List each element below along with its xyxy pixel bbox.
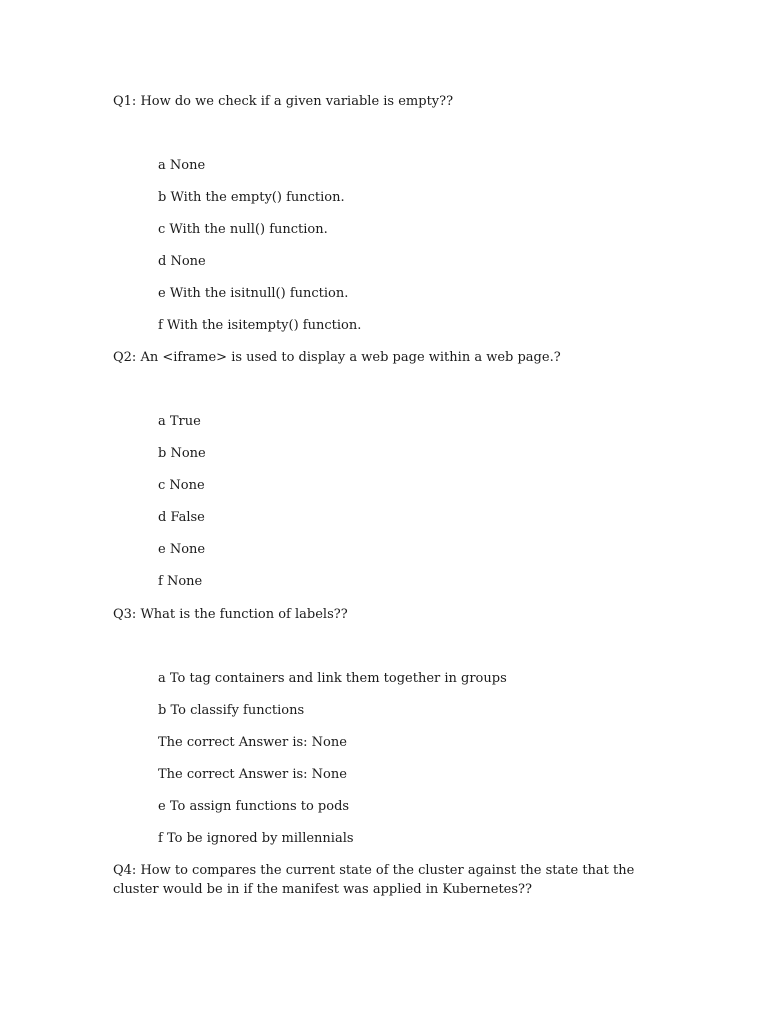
q1-option-a: a None — [158, 158, 206, 173]
q2-option-d: d False — [158, 510, 205, 525]
q1-option-f: f With the isitempty() function. — [158, 318, 362, 333]
q3-option-f: f To be ignored by millennials — [158, 831, 354, 846]
q1-option-c: c With the null() function. — [158, 222, 328, 237]
q2-option-b: b None — [158, 446, 206, 461]
question-3-text: Q3: What is the function of labels?? — [113, 607, 348, 622]
q2-option-e: e None — [158, 542, 206, 557]
q3-option-b: b To classify functions — [158, 703, 305, 718]
q3-option-a: a To tag containers and link them together in groups — [158, 671, 507, 686]
q3-option-d: The correct Answer is: None — [158, 767, 347, 782]
q3-option-e: e To assign functions to pods — [158, 799, 350, 814]
q1-option-b: b With the empty() function. — [158, 190, 345, 205]
q1-option-d: d None — [158, 254, 206, 269]
q2-option-a: a True — [158, 414, 201, 429]
question-1-text: Q1: How do we check if a given variable is empty?? — [113, 94, 454, 109]
q2-option-f: f None — [158, 574, 203, 589]
question-2-text: Q2: An <iframe> is used to display a web page within a web page.? — [113, 350, 561, 365]
q2-option-c: c None — [158, 478, 205, 493]
question-4-text: Q4: How to compares the current state of the cluster against the state that the cluster would be in if the manifest was applied in Kubernetes?? — [113, 863, 635, 897]
q1-option-e: e With the isitnull() function. — [158, 286, 349, 301]
q3-option-c: The correct Answer is: None — [158, 735, 347, 750]
